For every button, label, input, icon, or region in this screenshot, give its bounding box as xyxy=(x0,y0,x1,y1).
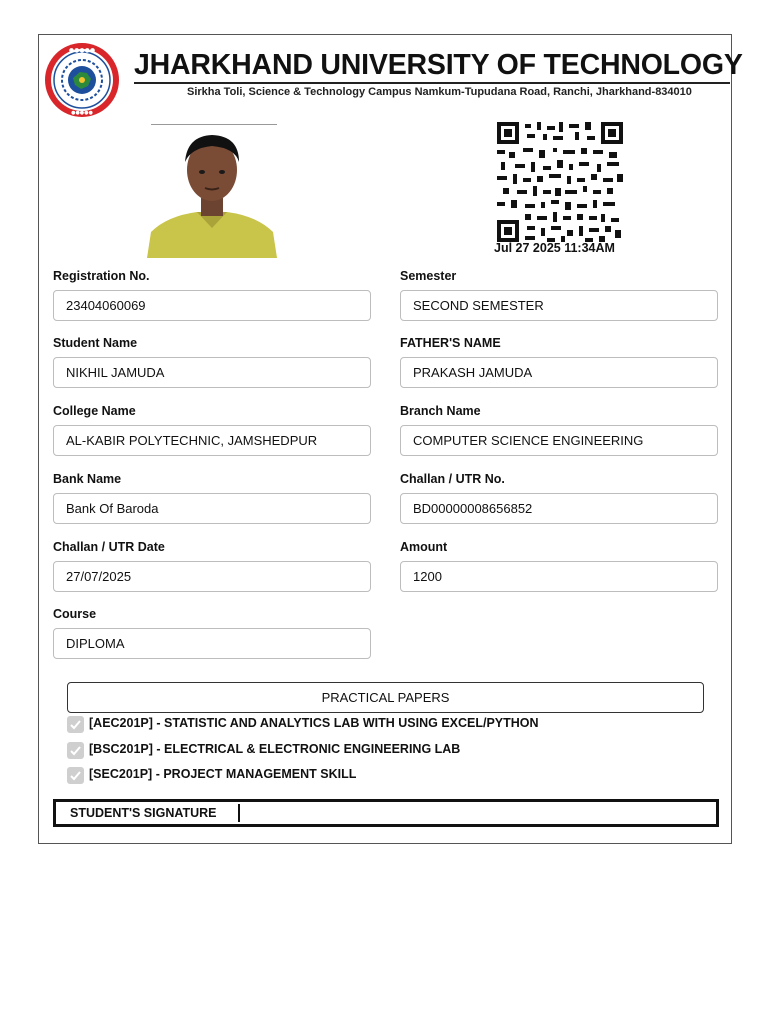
amount-label: Amount xyxy=(400,540,448,554)
checkbox-checked-icon[interactable] xyxy=(67,742,84,759)
checkbox-checked-icon[interactable] xyxy=(67,767,84,784)
challan-date-field: 27/07/2025 xyxy=(53,561,371,592)
university-name: JHARKHAND UNIVERSITY OF TECHNOLOGY xyxy=(134,49,743,81)
course-field: DIPLOMA xyxy=(53,628,371,659)
course-label: Course xyxy=(53,607,97,621)
svg-text:●●●●●: ●●●●● xyxy=(71,110,93,116)
signature-line xyxy=(238,804,240,822)
bank-name-label: Bank Name xyxy=(53,472,122,486)
challan-no-label: Challan / UTR No. xyxy=(400,472,505,486)
semester-label: Semester xyxy=(400,269,457,283)
paper-label: [SEC201P] - PROJECT MANAGEMENT SKILL xyxy=(89,767,357,781)
father-name-field: PRAKASH JAMUDA xyxy=(400,357,718,388)
paper-label: [BSC201P] - ELECTRICAL & ELECTRONIC ENGINEERING LAB xyxy=(89,742,461,756)
student-photo xyxy=(147,128,277,258)
qr-code xyxy=(497,122,623,242)
photo-divider xyxy=(151,124,277,125)
registration-field: 23404060069 xyxy=(53,290,371,321)
challan-no-field: BD00000008656852 xyxy=(400,493,718,524)
registration-label: Registration No. xyxy=(53,269,150,283)
signature-label: STUDENT'S SIGNATURE xyxy=(70,806,217,820)
signature-box xyxy=(53,799,719,827)
college-name-label: College Name xyxy=(53,404,136,418)
paper-label: [AEC201P] - STATISTIC AND ANALYTICS LAB WITH USING EXCEL/PYTHON xyxy=(89,716,539,730)
university-address: Sirkha Toli, Science & Technology Campus Namkum-Tupudana Road, Ranchi, Jharkhand-834010 xyxy=(187,86,692,98)
svg-text:●●●●●: ●●●●● xyxy=(68,47,96,54)
university-seal-icon xyxy=(44,42,120,118)
practical-papers-header: PRACTICAL PAPERS xyxy=(67,682,704,713)
header xyxy=(39,35,743,116)
admit-card xyxy=(38,34,743,844)
challan-date-label: Challan / UTR Date xyxy=(53,540,165,554)
semester-field: SECOND SEMESTER xyxy=(400,290,718,321)
father-name-label: FATHER'S NAME xyxy=(400,336,501,350)
college-name-field: AL-KABIR POLYTECHNIC, JAMSHEDPUR xyxy=(53,425,371,456)
qr-timestamp: Jul 27 2025 11:34AM xyxy=(494,241,615,255)
amount-field: 1200 xyxy=(400,561,718,592)
student-name-field: NIKHIL JAMUDA xyxy=(53,357,371,388)
student-name-label: Student Name xyxy=(53,336,138,350)
title-underline xyxy=(134,82,730,84)
checkbox-checked-icon[interactable] xyxy=(67,716,84,733)
bank-name-field: Bank Of Baroda xyxy=(53,493,371,524)
branch-name-field: COMPUTER SCIENCE ENGINEERING xyxy=(400,425,718,456)
branch-name-label: Branch Name xyxy=(400,404,481,418)
